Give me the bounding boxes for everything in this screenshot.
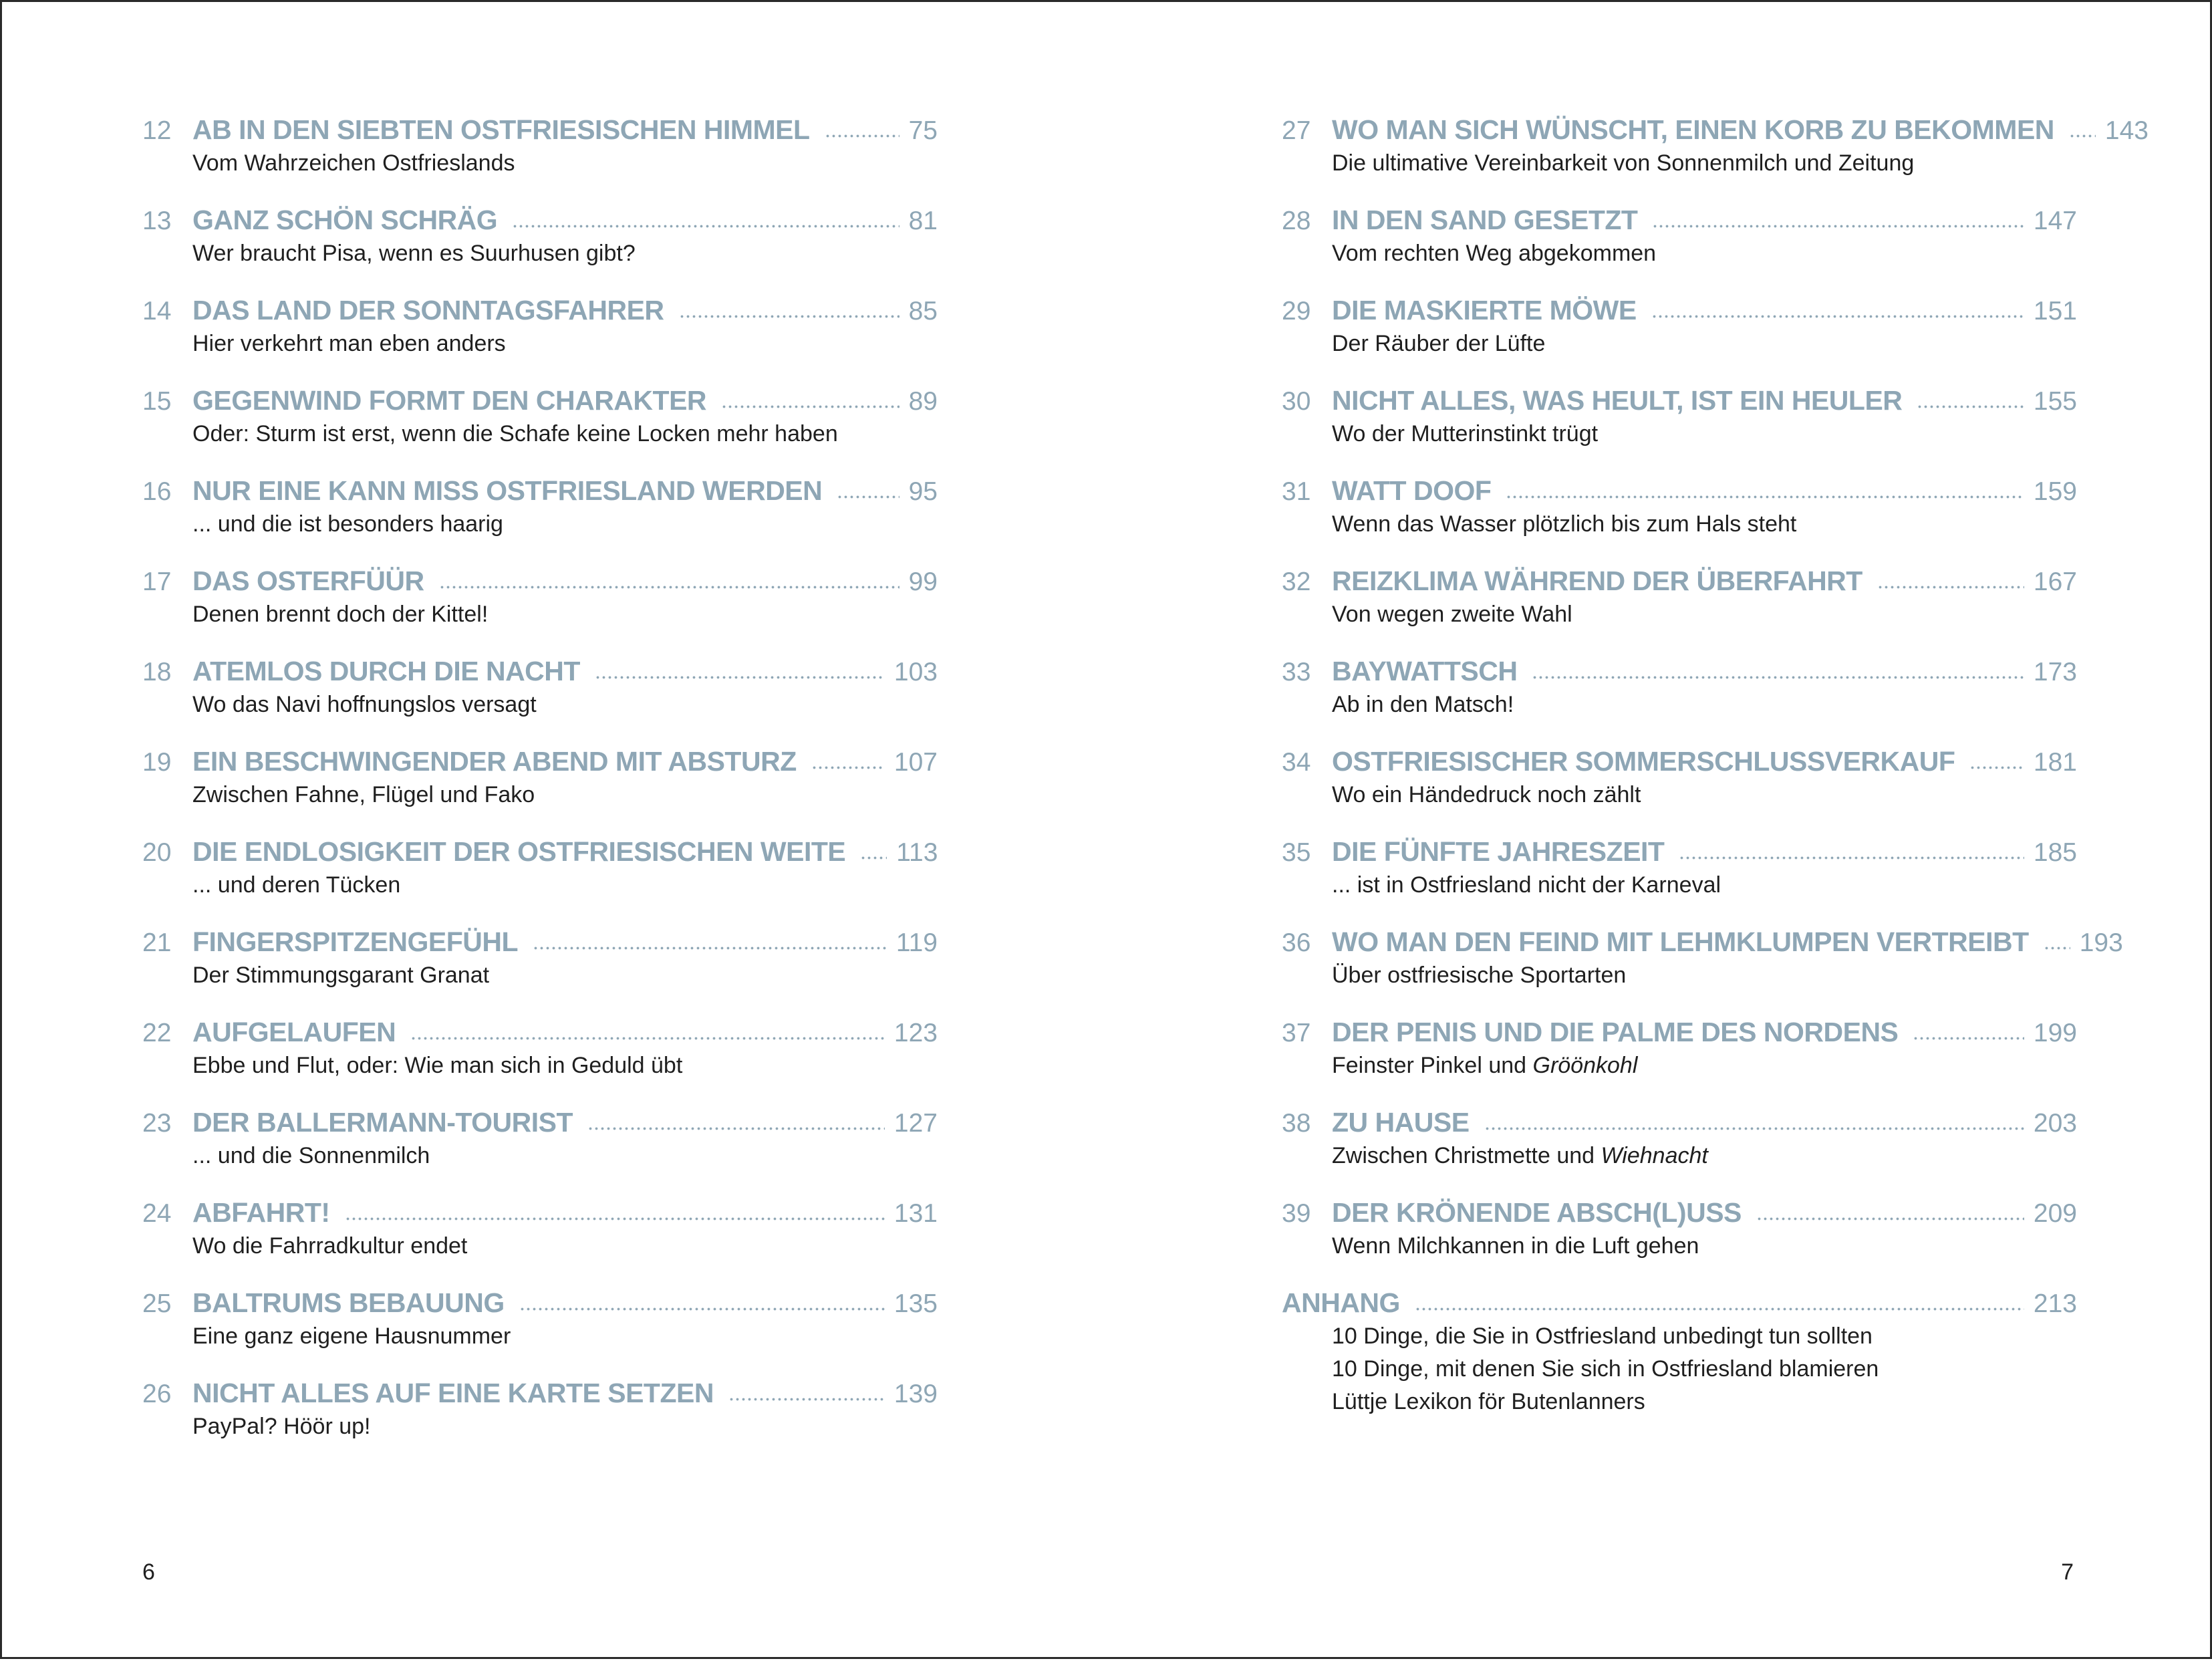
toc-entry	[142, 1195, 938, 1285]
chapter-title: EIN BESCHWINGENDER ABEND MIT ABSTURZ	[192, 746, 797, 777]
toc-entry	[142, 1376, 938, 1466]
dot-leader	[533, 944, 887, 951]
chapter-title: DER BALLERMANN-TOURIST	[192, 1107, 573, 1138]
chapter-subtitle: Wo die Fahrradkultur endet	[192, 1233, 468, 1259]
toc-entry-heading	[142, 203, 938, 237]
dot-leader	[1484, 1125, 2024, 1132]
chapter-subtitles	[1282, 779, 2077, 811]
chapter-title: BALTRUMS BEBAUUNG	[192, 1287, 505, 1318]
chapter-subtitle: ... und die Sonnenmilch	[192, 1143, 430, 1168]
chapter-subtitle: Wer braucht Pisa, wenn es Suurhusen gibt?	[192, 241, 636, 266]
toc-entry	[1282, 654, 2077, 744]
chapter-page-number: 103	[893, 658, 938, 686]
chapter-number: 30	[1282, 387, 1311, 416]
chapter-subtitle	[1332, 1049, 2077, 1082]
chapter-page-number: 131	[893, 1199, 938, 1228]
chapter-title: NUR EINE KANN MISS OSTFRIESLAND WERDEN	[192, 475, 823, 506]
toc-entry-heading	[1282, 1285, 2077, 1320]
toc-entry-heading	[1282, 383, 2077, 418]
chapter-subtitle	[1332, 1140, 2077, 1172]
chapter-title: ANHANG	[1282, 1287, 1400, 1318]
chapter-title: ABFAHRT!	[192, 1197, 330, 1228]
toc-entry-heading	[142, 924, 938, 959]
toc-entry-heading	[1282, 1015, 2077, 1049]
chapter-number: 34	[1282, 748, 1311, 777]
toc-entry-heading	[1282, 1195, 2077, 1230]
dot-leader	[728, 1396, 885, 1402]
chapter-number: 29	[1282, 297, 1311, 326]
toc-entry-heading	[142, 563, 938, 598]
chapter-number: 33	[1282, 658, 1311, 686]
toc-entry	[142, 203, 938, 293]
dot-leader	[519, 1305, 885, 1312]
chapter-page-number: 209	[2033, 1199, 2077, 1228]
chapter-page-number: 151	[2033, 297, 2077, 326]
chapter-subtitles	[1282, 1140, 2077, 1172]
chapter-subtitle: Oder: Sturm ist erst, wenn die Schafe keine Locken mehr haben	[192, 421, 838, 446]
chapter-title: WO MAN DEN FEIND MIT LEHMKLUMPEN VERTREIBT	[1332, 926, 2029, 957]
toc-entry-heading	[142, 744, 938, 779]
dot-leader	[811, 764, 885, 771]
dot-leader	[587, 1125, 885, 1132]
chapter-title: AUFGELAUFEN	[192, 1017, 396, 1047]
toc-entry-heading	[142, 1195, 938, 1230]
chapter-subtitles	[1282, 869, 2077, 902]
toc-entry-heading	[142, 654, 938, 688]
chapter-title: DIE MASKIERTE MÖWE	[1332, 295, 1637, 326]
dot-leader	[1917, 403, 2024, 410]
dot-leader	[2044, 944, 2070, 951]
chapter-title: DAS OSTERFÜÜR	[192, 565, 424, 596]
toc-entry	[1282, 473, 2077, 563]
chapter-subtitle: Lüttje Lexikon för Butenlanners	[1332, 1389, 1645, 1414]
subtitle-text: Zwischen Christmette und	[1332, 1143, 1601, 1168]
chapter-subtitles	[1282, 688, 2077, 721]
dot-leader	[837, 493, 899, 500]
chapter-subtitles	[142, 959, 938, 992]
chapter-page-number: 139	[893, 1380, 938, 1408]
chapter-subtitle: Über ostfriesische Sportarten	[1332, 963, 1627, 988]
toc-entry-heading	[1282, 473, 2077, 508]
toc-entry-heading	[1282, 563, 2077, 598]
dot-leader	[1415, 1305, 2024, 1312]
chapter-subtitle: Ab in den Matsch!	[1332, 692, 1514, 717]
chapter-page-number: 143	[2104, 116, 2149, 145]
chapter-subtitles	[1282, 1320, 2077, 1418]
chapter-subtitles	[1282, 598, 2077, 631]
toc-entry-heading	[142, 1105, 938, 1140]
chapter-subtitle: Denen brennt doch der Kittel!	[192, 602, 489, 627]
chapter-title: NICHT ALLES AUF EINE KARTE SETZEN	[192, 1378, 714, 1408]
dot-leader	[1679, 854, 2024, 861]
chapter-number: 35	[1282, 838, 1311, 867]
chapter-page-number: 159	[2033, 477, 2077, 506]
chapter-number: 14	[142, 297, 172, 326]
chapter-subtitles	[142, 1320, 938, 1353]
chapter-number: 18	[142, 658, 172, 686]
toc-entry-heading	[142, 1285, 938, 1320]
chapter-subtitle: Wo das Navi hoffnungslos versagt	[192, 692, 537, 717]
chapter-subtitles	[1282, 508, 2077, 541]
chapter-number: 24	[142, 1199, 172, 1228]
chapter-subtitles	[1282, 418, 2077, 451]
chapter-subtitle: Wo der Mutterinstinkt trügt	[1332, 421, 1599, 446]
chapter-title: GANZ SCHÖN SCHRÄG	[192, 205, 498, 235]
chapter-subtitles	[1282, 147, 2077, 180]
chapter-number: 17	[142, 567, 172, 596]
chapter-subtitles	[142, 147, 938, 180]
chapter-page-number: 113	[896, 838, 938, 867]
toc-entry	[1282, 1195, 2077, 1285]
chapter-title: DER KRÖNENDE ABSCH(L)USS	[1332, 1197, 1742, 1228]
chapter-subtitles	[142, 598, 938, 631]
toc-entry-heading	[1282, 1105, 2077, 1140]
toc-entry	[1282, 383, 2077, 473]
chapter-number: 38	[1282, 1109, 1311, 1138]
toc-entry-heading	[1282, 293, 2077, 328]
dot-leader	[1756, 1215, 2024, 1222]
chapter-subtitle: Der Stimmungsgarant Granat	[192, 963, 490, 988]
toc-entry-heading	[142, 1015, 938, 1049]
dot-leader	[860, 854, 887, 861]
dot-leader	[1532, 674, 2024, 680]
chapter-number: 20	[142, 838, 172, 867]
chapter-subtitles	[142, 1230, 938, 1263]
dot-leader	[721, 403, 900, 410]
chapter-subtitle: ... und deren Tücken	[192, 872, 401, 898]
toc-entry-heading	[142, 473, 938, 508]
chapter-subtitle: Wenn Milchkannen in die Luft gehen	[1332, 1233, 1699, 1259]
chapter-page-number: 75	[908, 116, 938, 145]
chapter-page-number: 85	[908, 297, 938, 326]
chapter-subtitle: PayPal? Höör up!	[192, 1414, 371, 1439]
chapter-title: WO MAN SICH WÜNSCHT, EINEN KORB ZU BEKOMMEN	[1332, 114, 2054, 145]
chapter-subtitles	[142, 1049, 938, 1082]
toc-entry	[142, 473, 938, 563]
chapter-title: DIE FÜNFTE JAHRESZEIT	[1332, 836, 1665, 867]
chapter-subtitles	[142, 779, 938, 811]
toc-entry	[142, 383, 938, 473]
dot-leader	[595, 674, 885, 680]
chapter-page-number: 99	[908, 567, 938, 596]
toc-entry	[1282, 112, 2149, 203]
chapter-subtitles	[142, 237, 938, 270]
dot-leader	[410, 1035, 885, 1041]
dot-leader	[1651, 313, 2024, 320]
toc-entry	[1282, 293, 2077, 383]
chapter-number: 23	[142, 1109, 172, 1138]
chapter-page-number: 203	[2033, 1109, 2077, 1138]
chapter-subtitle: Vom rechten Weg abgekommen	[1332, 241, 1657, 266]
chapter-subtitle: ... ist in Ostfriesland nicht der Karneval	[1332, 872, 1721, 898]
dot-leader	[825, 132, 900, 139]
toc-entry	[142, 293, 938, 383]
chapter-subtitles	[1282, 1049, 2077, 1082]
chapter-subtitle: Ebbe und Flut, oder: Wie man sich in Geduld übt	[192, 1053, 683, 1078]
chapter-number: 15	[142, 387, 172, 416]
chapter-number: 26	[142, 1380, 172, 1408]
chapter-subtitle: 10 Dinge, die Sie in Ostfriesland unbedingt tun sollten	[1332, 1323, 1873, 1349]
chapter-subtitle: Vom Wahrzeichen Ostfrieslands	[192, 150, 515, 176]
chapter-number: 22	[142, 1019, 172, 1047]
toc-entry-heading	[1282, 654, 2077, 688]
chapter-page-number: 127	[893, 1109, 938, 1138]
chapter-page-number: 193	[2079, 928, 2123, 957]
chapter-subtitles	[142, 418, 938, 451]
toc-entry	[142, 563, 938, 654]
chapter-subtitles	[142, 869, 938, 902]
chapter-page-number: 135	[893, 1289, 938, 1318]
chapter-page-number: 107	[893, 748, 938, 777]
chapter-subtitle: Hier verkehrt man eben anders	[192, 331, 506, 356]
chapter-page-number: 147	[2033, 207, 2077, 235]
toc-entry	[1282, 744, 2077, 834]
toc-entry-heading	[1282, 924, 2123, 959]
toc-entry-heading	[142, 1376, 938, 1410]
toc-entry	[1282, 1015, 2077, 1105]
chapter-number: 21	[142, 928, 172, 957]
chapter-title: IN DEN SAND GESETZT	[1332, 205, 1638, 235]
chapter-page-number: 167	[2033, 567, 2077, 596]
dot-leader	[1652, 223, 2024, 229]
chapter-subtitles	[142, 1410, 938, 1443]
dot-leader	[439, 584, 900, 590]
toc-entry	[142, 924, 938, 1015]
chapter-subtitles	[142, 688, 938, 721]
right-page	[1108, 2, 2212, 1661]
page-number-left: 6	[142, 1559, 155, 1585]
dot-leader	[1506, 493, 2024, 500]
chapter-title: DAS LAND DER SONNTAGSFAHRER	[192, 295, 664, 326]
chapter-title: WATT DOOF	[1332, 475, 1492, 506]
chapter-page-number: 213	[2033, 1289, 2077, 1318]
toc-entry-heading	[1282, 203, 2077, 237]
chapter-subtitles	[1282, 1230, 2077, 1263]
toc-entry	[142, 1285, 938, 1376]
left-page	[2, 2, 1108, 1661]
toc-entry-heading	[142, 293, 938, 328]
toc-entry-heading	[1282, 834, 2077, 869]
toc-entry	[1282, 924, 2123, 1015]
chapter-number: 25	[142, 1289, 172, 1318]
chapter-subtitle: Wenn das Wasser plötzlich bis zum Hals steht	[1332, 511, 1797, 537]
chapter-number: 12	[142, 116, 172, 145]
chapter-number: 27	[1282, 116, 1311, 145]
chapter-subtitle: 10 Dinge, mit denen Sie sich in Ostfriesland blamieren	[1332, 1356, 1879, 1382]
chapter-title: NICHT ALLES, WAS HEULT, IST EIN HEULER	[1332, 385, 1903, 416]
chapter-subtitles	[1282, 237, 2077, 270]
chapter-number: 32	[1282, 567, 1311, 596]
chapter-page-number: 119	[895, 928, 938, 957]
chapter-subtitles	[142, 328, 938, 360]
toc-entry	[1282, 563, 2077, 654]
chapter-page-number: 173	[2033, 658, 2077, 686]
chapter-page-number: 181	[2033, 748, 2077, 777]
dot-leader	[1877, 584, 2024, 590]
toc-entry	[1282, 834, 2077, 924]
subtitle-italic-term: Wiehnacht	[1601, 1143, 1708, 1168]
chapter-subtitles	[1282, 959, 2077, 992]
chapter-subtitle: Die ultimative Vereinbarkeit von Sonnenmilch und Zeitung	[1332, 150, 1915, 176]
chapter-page-number: 95	[908, 477, 938, 506]
chapter-title: DER PENIS UND DIE PALME DES NORDENS	[1332, 1017, 1899, 1047]
chapter-title: FINGERSPITZENGEFÜHL	[192, 926, 519, 957]
chapter-subtitle: Von wegen zweite Wahl	[1332, 602, 1572, 627]
toc-list-right	[1282, 112, 2149, 1414]
chapter-title: ZU HAUSE	[1332, 1107, 1470, 1138]
chapter-number: 31	[1282, 477, 1311, 506]
chapter-title: GEGENWIND FORMT DEN CHARAKTER	[192, 385, 707, 416]
chapter-subtitles	[1282, 328, 2077, 360]
toc-entry	[1282, 1285, 2077, 1414]
chapter-subtitle: Wo ein Händedruck noch zählt	[1332, 782, 1641, 807]
dot-leader	[1969, 764, 2024, 771]
chapter-subtitles	[142, 1140, 938, 1172]
toc-entry	[142, 834, 938, 924]
dot-leader	[679, 313, 900, 320]
toc-entry-heading	[1282, 744, 2077, 779]
chapter-page-number: 199	[2033, 1019, 2077, 1047]
dot-leader	[512, 223, 899, 229]
chapter-number: 37	[1282, 1019, 1311, 1047]
chapter-title: BAYWATTSCH	[1332, 656, 1518, 686]
page-number-right: 7	[2061, 1559, 2074, 1585]
subtitle-text: Feinster Pinkel und	[1332, 1053, 1533, 1078]
chapter-page-number: 123	[893, 1019, 938, 1047]
toc-entry-heading	[142, 383, 938, 418]
chapter-number: 16	[142, 477, 172, 506]
chapter-title: ATEMLOS DURCH DIE NACHT	[192, 656, 580, 686]
toc-entry	[1282, 203, 2077, 293]
toc-entry	[142, 1015, 938, 1105]
chapter-page-number: 89	[908, 387, 938, 416]
toc-entry	[142, 744, 938, 834]
toc-entry-heading	[142, 834, 938, 869]
toc-list-left	[142, 112, 938, 1466]
chapter-number: 13	[142, 207, 172, 235]
chapter-title: AB IN DEN SIEBTEN OSTFRIESISCHEN HIMMEL	[192, 114, 810, 145]
toc-entry-heading	[1282, 112, 2149, 147]
toc-entry	[142, 112, 938, 203]
dot-leader	[1913, 1035, 2024, 1041]
chapter-subtitle: ... und die ist besonders haarig	[192, 511, 503, 537]
toc-entry	[142, 654, 938, 744]
chapter-number: 36	[1282, 928, 1311, 957]
chapter-page-number: 155	[2033, 387, 2077, 416]
chapter-subtitles	[142, 508, 938, 541]
chapter-page-number: 185	[2033, 838, 2077, 867]
chapter-title: OSTFRIESISCHER SOMMERSCHLUSSVERKAUF	[1332, 746, 1955, 777]
chapter-number: 39	[1282, 1199, 1311, 1228]
chapter-title: DIE ENDLOSIGKEIT DER OSTFRIESISCHEN WEITE	[192, 836, 846, 867]
subtitle-italic-term: Gröönkohl	[1532, 1053, 1638, 1078]
chapter-title: REIZKLIMA WÄHREND DER ÜBERFAHRT	[1332, 565, 1862, 596]
toc-entry	[1282, 1105, 2077, 1195]
toc-entry-heading	[142, 112, 938, 147]
chapter-subtitle: Der Räuber der Lüfte	[1332, 331, 1546, 356]
chapter-subtitle: Eine ganz eigene Hausnummer	[192, 1323, 511, 1349]
dot-leader	[345, 1215, 885, 1222]
chapter-number: 28	[1282, 207, 1311, 235]
dot-leader	[2069, 132, 2096, 139]
chapter-number: 19	[142, 748, 172, 777]
chapter-page-number: 81	[908, 207, 938, 235]
chapter-subtitle: Zwischen Fahne, Flügel und Fako	[192, 782, 535, 807]
toc-entry	[142, 1105, 938, 1195]
